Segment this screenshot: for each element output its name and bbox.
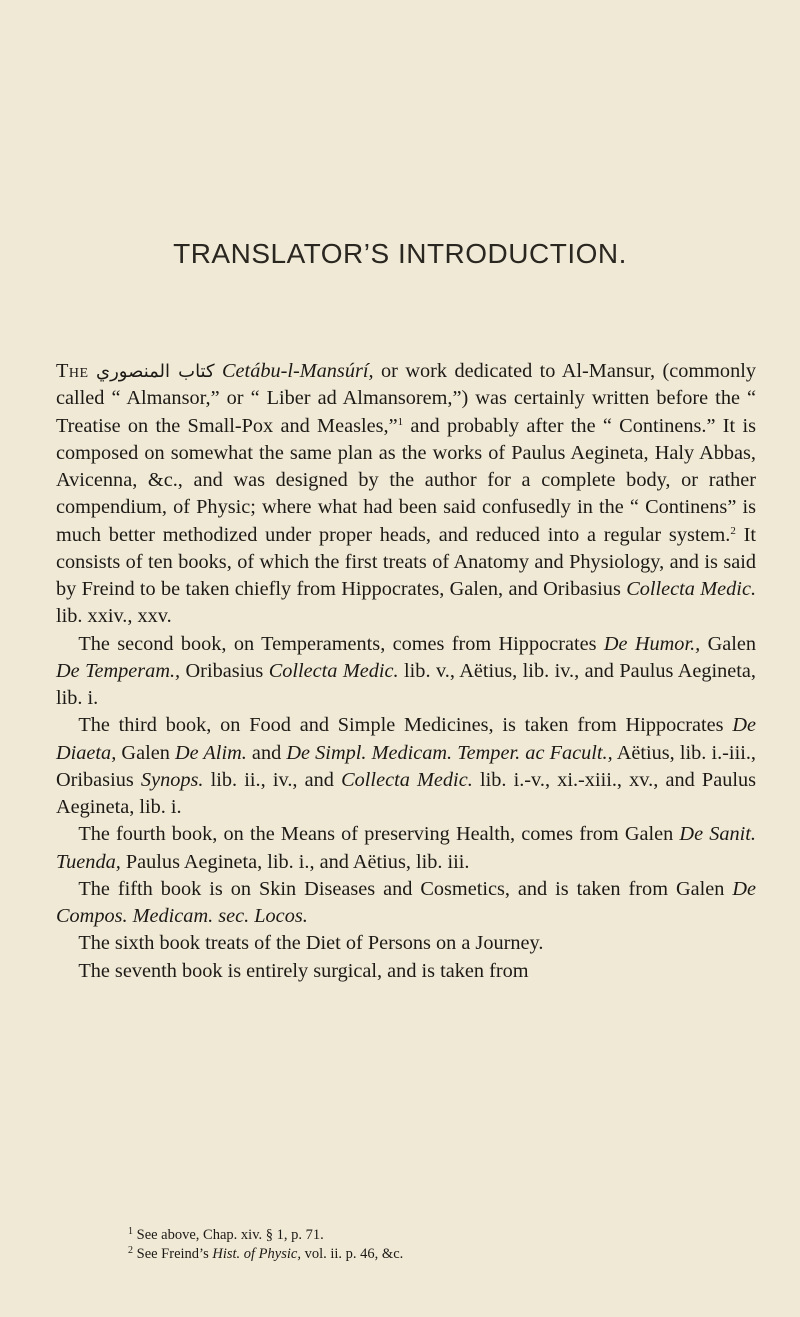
footnote-1: $^1$ See above, Chap. xiv. § 1, p. 71.	[128, 1226, 324, 1243]
opening-word: The	[56, 360, 89, 382]
paragraph-3: The third book, on Food and Simple Medicines, is taken from Hippocrates De Diaeta, Galen De Alim. and De Simpl. Medicam. Temper. ac Facult., Aëtius, lib. i.-iii., Oribasius Synops. lib. ii., iv., and Collecta Medic. lib. i.-v., xi.-xiii., xv., and Paulus Aegineta, lib. i.	[56, 714, 757, 818]
transliterated-title: Cetábu-l-Mansúrí,	[222, 360, 374, 382]
paragraph-2: The second book, on Temperaments, comes from Hippocrates De Humor., Galen De Temperam., Oribasius Collecta Medic. lib. v., Aëtius, lib. iv., and Paulus Aegineta, lib. i.	[56, 632, 757, 709]
main-text	[56, 358, 756, 985]
paragraph-5: The fifth book is on Skin Diseases and Cosmetics, and is taken from Galen De Compos. Medicam. sec. Locos.	[56, 877, 756, 927]
footnote-ref-1[interactable]: 1	[397, 415, 404, 428]
footnotes	[56, 1226, 756, 1264]
paragraph-7: The seventh book is entirely surgical, and is taken from	[78, 959, 529, 982]
page-heading: TRANSLATOR’S INTRODUCTION.	[173, 238, 627, 269]
arabic-title: كتاب المنصوري	[96, 361, 215, 382]
footnote-ref-2[interactable]: 2	[730, 524, 736, 537]
paragraph-6: The sixth book treats of the Diet of Persons on a Journey.	[78, 932, 544, 955]
footnote-2: $^2$ See Freind’s Hist. of Physic, vol. ii. p. 46, &c.	[128, 1245, 404, 1262]
paragraph-4: The fourth book, on the Means of preserving Health, comes from Galen De Sanit. Tuenda, Paulus Aegineta, lib. i., and Aëtius, lib. iii.	[56, 823, 756, 873]
paragraph-1: The كتاب المنصوري Cetábu-l-Mansúrí, or work dedicated to Al-Mansur, (commonly called “ Almansor,” or “ Liber ad Almansorem,”) was certainly written before the “ Treatise on the Small-Pox and Measles,”$^1$ and probably after the “ Continens.” It is composed on somewhat the same plan as the works of Paulus Aegineta, Haly Abbas, Avicenna, &c., and was designed by the author for a complete body, or rather compendium, of Physic; where what had been said confusedly in the “ Continens” is much better methodized under proper heads, and reduced into a regular system.$^2$ It consists of ten books, of which the first treats of Anatomy and Physiology, and is said by Freind to be taken chiefly from Hippocrates, Galen, and Oribasius Collecta Medic. lib. xxiv., xxv.	[56, 360, 757, 628]
